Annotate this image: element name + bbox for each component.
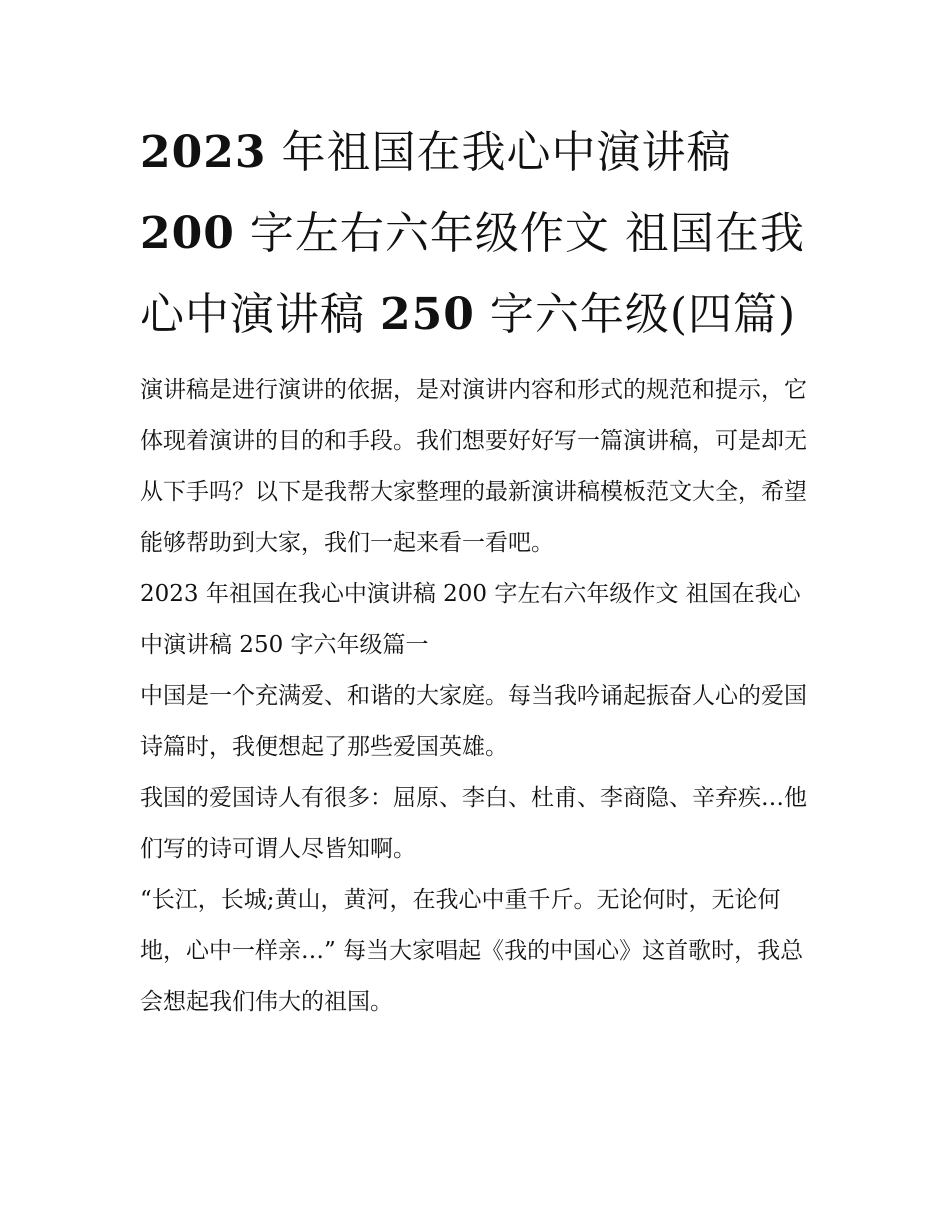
title-part: 字六年级(四篇) <box>474 289 797 340</box>
title-part: 年祖国在我心中演讲稿 <box>266 127 732 178</box>
document-body <box>140 365 810 1028</box>
intro-paragraph: 演讲稿是进行演讲的依据，是对演讲内容和形式的规范和提示，它体现着演讲的目的和手段。我们想要好好写一篇演讲稿，可是却无从下手吗？以下是我帮大家整理的最新演讲稿模板范文大全，希望能够帮助到大家，我们一起来看一看吧。 <box>140 377 807 556</box>
body-paragraph: 中国是一个充满爱、和谐的大家庭。每当我吟诵起振奋人心的爱国诗篇时，我便想起了那些爱国英雄。 <box>140 683 807 760</box>
title-part: 字左右六年级作文 祖国在我心中演讲稿 <box>140 208 805 340</box>
body-paragraph: 我国的爱国诗人有很多：屈原、李白、杜甫、李商隐、辛弃疾…他们写的诗可谓人尽皆知啊。 <box>140 785 807 862</box>
title-part: 250 <box>380 289 475 340</box>
document-title <box>140 112 810 355</box>
section-heading: 2023 年祖国在我心中演讲稿 200 字左右六年级作文 祖国在我心中演讲稿 250 字六年级篇一 <box>140 581 801 658</box>
body-paragraph: “长江，长城;黄山，黄河，在我心中重千斤。无论何时，无论何地，心中一样亲…” 每当大家唱起《我的中国心》这首歌时，我总会想起我们伟大的祖国。 <box>140 887 804 1015</box>
title-part: 2023 <box>140 127 267 178</box>
title-part: 200 <box>140 208 235 259</box>
